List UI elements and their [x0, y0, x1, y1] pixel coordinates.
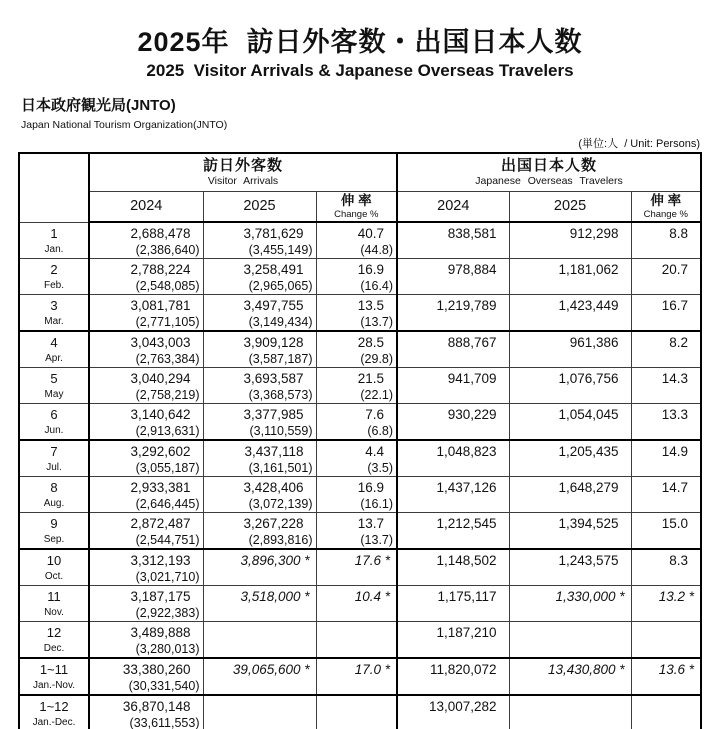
va-change-cell [316, 368, 397, 404]
od-2025-cell [509, 549, 631, 586]
value: 2,688,478 [130, 226, 191, 241]
month-abbr: Dec. [43, 643, 65, 654]
value: 3,377,985 [243, 407, 304, 422]
value: 8.2 [669, 335, 689, 350]
month-cell [19, 404, 89, 441]
od-change-cell [631, 622, 701, 659]
value: 3,781,629 [243, 226, 304, 241]
va-change-cell [316, 658, 397, 695]
month-number: 10 [46, 553, 62, 568]
od-change-cell [631, 586, 701, 622]
va-2025-cell [203, 404, 316, 441]
value: 961,386 [569, 335, 619, 350]
value: 1,148,502 [436, 553, 497, 568]
prev-year-value: (6.8) [367, 424, 394, 438]
od-2025-cell [509, 404, 631, 441]
month-abbr: Sep. [43, 534, 65, 545]
month-cell [19, 477, 89, 513]
value: 1,219,789 [436, 298, 497, 313]
organization-name-jp: 日本政府観光局(JNTO) [21, 97, 176, 114]
prev-year-value: (3,455,149) [248, 243, 313, 257]
table-row-1~12 [19, 695, 701, 729]
va-2024-cell [89, 549, 203, 586]
month-number: 9 [50, 516, 58, 531]
value: 8.8 [669, 226, 689, 241]
va-2025-cell [203, 695, 316, 729]
organization-name-en: Japan National Tourism Organization(JNTO) [21, 119, 228, 131]
month-cell [19, 658, 89, 695]
prev-year-value: (3.5) [367, 461, 394, 475]
visitor-arrivals-group-header [89, 153, 397, 191]
od-change-cell [631, 549, 701, 586]
va-2024-cell [89, 440, 203, 477]
od-2024-cell [397, 549, 509, 586]
group-header-row [19, 153, 701, 191]
va-change-header [316, 191, 397, 222]
value: 1,054,045 [558, 407, 619, 422]
organization-block [21, 94, 227, 131]
od-change-cell [631, 658, 701, 695]
value: 930,229 [447, 407, 497, 422]
prev-year-value: (2,771,105) [135, 315, 200, 329]
od-2024-cell [397, 477, 509, 513]
value: 8.3 [669, 553, 689, 568]
value: 1,423,449 [558, 298, 619, 313]
prev-year-value: (3,055,187) [135, 461, 200, 475]
va-change-cell [316, 222, 397, 259]
od-change-cell [631, 295, 701, 332]
value: 3,081,781 [130, 298, 191, 313]
value: 3,896,300 * [240, 553, 310, 568]
value: 13,430,800 * [547, 662, 625, 677]
value: 1,175,117 [437, 589, 497, 604]
od-2025-header: 2025 [509, 191, 631, 222]
va-2024-cell [89, 658, 203, 695]
value: 3,518,000 * [240, 589, 310, 604]
month-abbr: Jul. [46, 462, 62, 473]
od-2024-cell [397, 440, 509, 477]
table-row-9 [19, 513, 701, 550]
od-2025-cell [509, 222, 631, 259]
month-abbr: Aug. [43, 498, 65, 509]
table-row-1 [19, 222, 701, 259]
value: 14.7 [661, 480, 689, 495]
prev-year-value: (2,646,445) [135, 497, 200, 511]
table-row-1~11 [19, 658, 701, 695]
table-row-2 [19, 259, 701, 295]
od-2024-cell [397, 622, 509, 659]
va-2025-cell [203, 477, 316, 513]
od-change-cell [631, 222, 701, 259]
od-change-cell [631, 331, 701, 368]
va-2025-cell [203, 259, 316, 295]
value: 978,884 [447, 262, 497, 277]
va-2025-cell [203, 513, 316, 550]
month-cell [19, 368, 89, 404]
value: 10.4 * [354, 589, 391, 604]
value: 7.6 [365, 407, 385, 422]
prev-year-value: (16.4) [360, 279, 394, 293]
od-2024-cell [397, 658, 509, 695]
value: 4.4 [365, 444, 385, 459]
value: 20.7 [661, 262, 689, 277]
month-number: 11 [47, 589, 61, 604]
prev-year-value: (3,587,187) [248, 352, 313, 366]
va-2024-cell [89, 222, 203, 259]
value: 3,267,228 [243, 516, 304, 531]
month-number: 1~12 [39, 699, 69, 714]
value: 28.5 [357, 335, 385, 350]
value: 2,872,487 [130, 516, 191, 531]
value: 36,870,148 [122, 699, 191, 714]
value: 11,820,072 [429, 662, 497, 677]
month-abbr: Mar. [44, 316, 64, 327]
overseas-travelers-title-jp: 出国日本人数 [501, 157, 598, 175]
table-row-11 [19, 586, 701, 622]
od-2025-cell [509, 259, 631, 295]
prev-year-value: (44.8) [360, 243, 394, 257]
od-2024-header: 2024 [397, 191, 509, 222]
prev-year-value: (3,110,559) [249, 424, 313, 438]
od-2025-cell [509, 368, 631, 404]
od-change-label-en: Change % [643, 208, 688, 220]
value: 3,258,491 [243, 262, 304, 277]
va-2024-cell [89, 295, 203, 332]
overseas-travelers-title-en: Japanese Overseas Travelers [475, 175, 623, 188]
va-change-cell [316, 259, 397, 295]
month-column-header [19, 153, 89, 222]
value: 1,437,126 [436, 480, 497, 495]
value: 3,693,587 [243, 371, 304, 386]
od-2025-cell [509, 658, 631, 695]
value: 1,394,525 [558, 516, 619, 531]
value: 1,076,756 [558, 371, 619, 386]
va-2024-cell [89, 259, 203, 295]
value: 3,187,175 [130, 589, 191, 604]
value: 1,212,545 [436, 516, 497, 531]
value: 13.7 [357, 516, 385, 531]
od-change-cell [631, 259, 701, 295]
prev-year-value: (13.7) [360, 533, 394, 547]
month-number: 6 [50, 407, 58, 422]
va-2025-cell [203, 658, 316, 695]
va-2025-cell [203, 295, 316, 332]
va-2024-cell [89, 477, 203, 513]
od-2025-cell [509, 695, 631, 729]
month-number: 3 [50, 298, 58, 313]
page-title-jp: 2025年 訪日外客数・出国日本人数 [137, 27, 583, 57]
value: 17.6 * [354, 553, 391, 568]
value: 1,330,000 * [555, 589, 625, 604]
va-change-cell [316, 586, 397, 622]
month-cell [19, 440, 89, 477]
table-row-7 [19, 440, 701, 477]
va-2025-cell [203, 331, 316, 368]
prev-year-value: (2,922,383) [135, 606, 200, 620]
value: 1,048,823 [436, 444, 497, 459]
table-row-4 [19, 331, 701, 368]
table-row-12 [19, 622, 701, 659]
value: 14.9 [661, 444, 689, 459]
value: 3,437,118 [244, 444, 304, 459]
value: 941,709 [447, 371, 497, 386]
od-2025-cell [509, 586, 631, 622]
table-header [19, 153, 701, 222]
month-cell [19, 295, 89, 332]
value: 3,909,128 [243, 335, 304, 350]
month-abbr: Jun. [44, 425, 64, 436]
od-2024-cell [397, 586, 509, 622]
od-2024-cell [397, 295, 509, 332]
od-2024-cell [397, 331, 509, 368]
prev-year-value: (2,386,640) [135, 243, 200, 257]
value: 16.7 [661, 298, 689, 313]
va-2024-cell [89, 368, 203, 404]
value: 1,648,279 [558, 480, 619, 495]
value: 16.9 [357, 480, 385, 495]
prev-year-value: (16.1) [360, 497, 394, 511]
va-change-cell [316, 695, 397, 729]
value: 39,065,600 * [232, 662, 310, 677]
value: 3,040,294 [130, 371, 191, 386]
va-2025-cell [203, 549, 316, 586]
value: 2,788,224 [130, 262, 191, 277]
value: 1,187,210 [436, 625, 497, 640]
value: 40.7 [357, 226, 385, 241]
prev-year-value: (33,611,553) [129, 716, 200, 729]
value: 13,007,282 [428, 699, 497, 714]
month-abbr: Jan.-Dec. [32, 717, 76, 728]
od-change-cell [631, 404, 701, 441]
va-change-cell [316, 331, 397, 368]
month-cell [19, 586, 89, 622]
month-abbr: Feb. [43, 280, 64, 291]
value: 2,933,381 [130, 480, 191, 495]
value: 888,767 [447, 335, 497, 350]
prev-year-value: (13.7) [360, 315, 394, 329]
table-row-3 [19, 295, 701, 332]
unit-note: (単位:人 / Unit: Persons) [578, 138, 700, 150]
visitor-arrivals-title-en: Visitor Arrivals [207, 175, 279, 188]
value: 15.0 [661, 516, 689, 531]
month-cell [19, 222, 89, 259]
prev-year-value: (2,763,384) [135, 352, 200, 366]
value: 3,428,406 [243, 480, 304, 495]
va-2025-cell [203, 622, 316, 659]
od-2024-cell [397, 695, 509, 729]
va-2024-cell [89, 586, 203, 622]
prev-year-value: (2,913,631) [135, 424, 200, 438]
month-number: 12 [46, 625, 62, 640]
od-change-cell [631, 440, 701, 477]
od-2025-cell [509, 295, 631, 332]
va-2024-cell [89, 331, 203, 368]
va-2025-cell [203, 586, 316, 622]
va-change-cell [316, 440, 397, 477]
od-2024-cell [397, 259, 509, 295]
value: 3,140,642 [130, 407, 191, 422]
visitor-arrivals-title-jp: 訪日外客数 [203, 157, 284, 175]
od-2024-cell [397, 513, 509, 550]
month-number: 7 [50, 444, 58, 459]
va-2024-header: 2024 [89, 191, 203, 222]
value: 3,292,602 [130, 444, 191, 459]
statistics-table [18, 152, 702, 729]
od-change-cell [631, 695, 701, 729]
table-row-6 [19, 404, 701, 441]
od-change-label-jp: 伸 率 [650, 192, 682, 208]
prev-year-value: (3,161,501) [248, 461, 313, 475]
od-2025-cell [509, 622, 631, 659]
va-change-cell [316, 477, 397, 513]
month-cell [19, 259, 89, 295]
od-change-cell [631, 477, 701, 513]
value: 3,312,193 [130, 553, 191, 568]
va-2024-cell [89, 404, 203, 441]
prev-year-value: (2,965,065) [248, 279, 313, 293]
od-change-cell [631, 513, 701, 550]
value: 21.5 [357, 371, 385, 386]
prev-year-value: (3,280,013) [135, 642, 200, 656]
prev-year-value: (29.8) [360, 352, 394, 366]
od-2025-cell [509, 513, 631, 550]
od-2024-cell [397, 404, 509, 441]
od-2025-cell [509, 477, 631, 513]
value: 13.2 * [658, 589, 695, 604]
value: 912,298 [569, 226, 619, 241]
prev-year-value: (3,368,573) [248, 388, 313, 402]
prev-year-value: (2,758,219) [135, 388, 200, 402]
value: 3,497,755 [243, 298, 304, 313]
table-row-10 [19, 549, 701, 586]
prev-year-value: (2,893,816) [248, 533, 313, 547]
va-2025-cell [203, 368, 316, 404]
od-change-header [631, 191, 701, 222]
od-2025-cell [509, 440, 631, 477]
od-2025-cell [509, 331, 631, 368]
month-number: 8 [50, 480, 58, 495]
prev-year-value: (3,021,710) [135, 570, 200, 584]
month-cell [19, 513, 89, 550]
month-abbr: Apr. [45, 353, 63, 364]
month-cell [19, 695, 89, 729]
value: 3,489,888 [130, 625, 191, 640]
month-cell [19, 622, 89, 659]
va-change-label-en: Change % [334, 208, 379, 220]
month-number: 4 [50, 335, 58, 350]
column-header-row [19, 191, 701, 222]
month-abbr: Jan. [44, 243, 64, 255]
va-2025-cell [203, 440, 316, 477]
prev-year-value: (3,149,434) [248, 315, 313, 329]
va-change-label-jp: 伸 率 [340, 192, 372, 208]
value: 1,243,575 [558, 553, 619, 568]
va-2025-header: 2025 [203, 191, 316, 222]
month-cell [19, 549, 89, 586]
va-change-cell [316, 295, 397, 332]
page-title-en: 2025 Visitor Arrivals & Japanese Overseas Travelers [146, 61, 574, 80]
od-2024-cell [397, 222, 509, 259]
value: 13.3 [661, 407, 689, 422]
value: 1,205,435 [558, 444, 619, 459]
table-row-8 [19, 477, 701, 513]
value: 13.5 [357, 298, 385, 313]
month-abbr: Nov. [44, 607, 64, 618]
value: 16.9 [357, 262, 385, 277]
prev-year-value: (3,072,139) [248, 497, 313, 511]
prev-year-value: (2,544,751) [135, 533, 200, 547]
value: 838,581 [447, 226, 497, 241]
month-number: 1 [50, 225, 58, 241]
od-2024-cell [397, 368, 509, 404]
prev-year-value: (22.1) [360, 388, 394, 402]
va-2024-cell [89, 695, 203, 729]
value: 17.0 * [354, 662, 391, 677]
va-2024-cell [89, 513, 203, 550]
month-abbr: Jan.-Nov. [32, 680, 76, 691]
table-body [19, 222, 701, 729]
value: 33,380,260 [122, 662, 191, 677]
month-abbr: May [44, 389, 64, 400]
va-change-cell [316, 549, 397, 586]
table-row-5 [19, 368, 701, 404]
month-abbr: Oct. [44, 571, 64, 582]
prev-year-value: (30,331,540) [128, 679, 200, 693]
od-change-cell [631, 368, 701, 404]
value: 1,181,062 [558, 262, 619, 277]
va-2025-cell [203, 222, 316, 259]
month-number: 1~11 [39, 662, 69, 677]
prev-year-value: (2,548,085) [135, 279, 200, 293]
va-change-cell [316, 404, 397, 441]
value: 14.3 [661, 371, 689, 386]
va-2024-cell [89, 622, 203, 659]
va-change-cell [316, 513, 397, 550]
month-cell [19, 331, 89, 368]
month-number: 5 [50, 371, 58, 386]
va-change-cell [316, 622, 397, 659]
value: 3,043,003 [130, 335, 191, 350]
month-number: 2 [50, 262, 58, 277]
overseas-travelers-group-header [397, 153, 701, 191]
value: 13.6 * [658, 662, 695, 677]
